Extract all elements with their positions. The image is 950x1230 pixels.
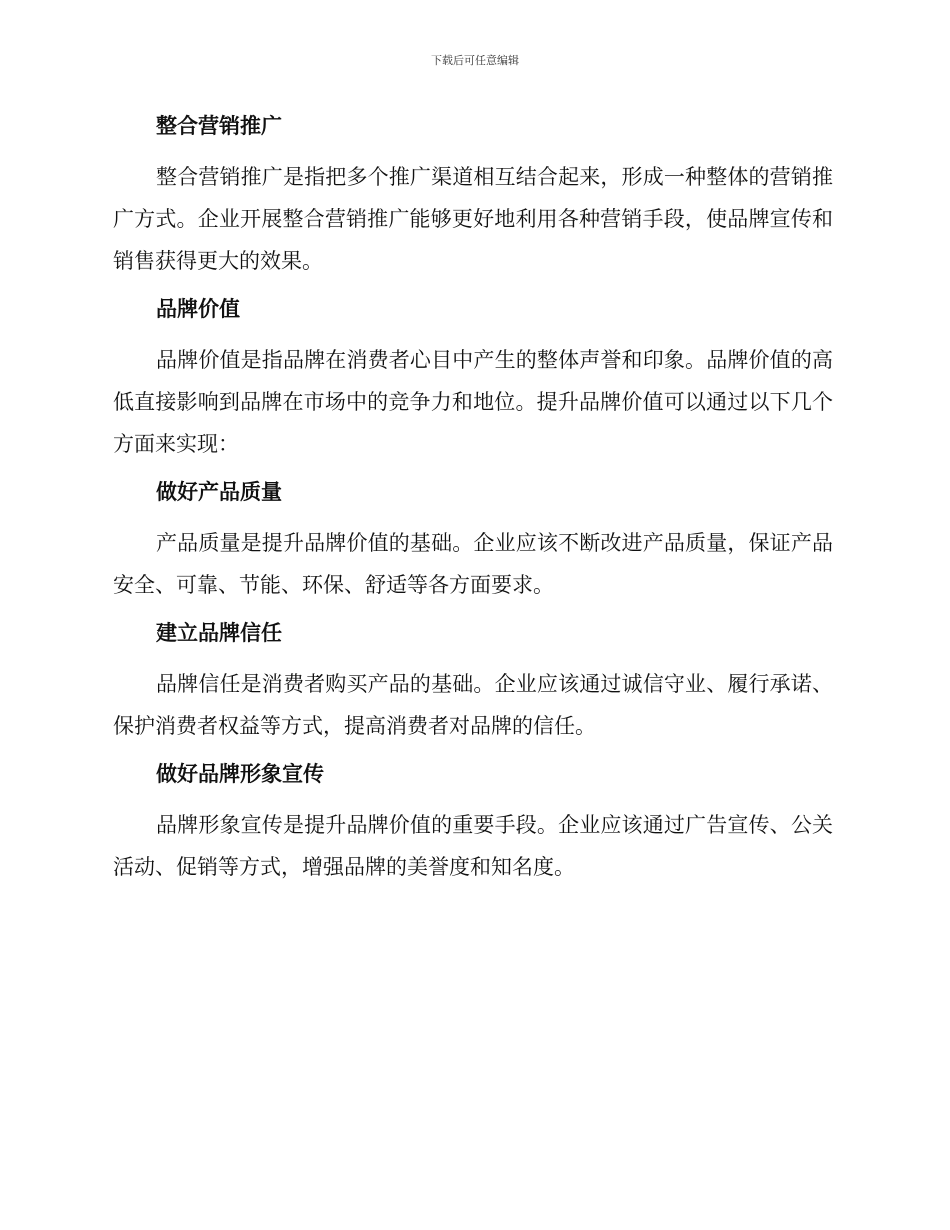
section-body-brand-image: 品牌形象宣传是提升品牌价值的重要手段。企业应该通过广告宣传、公关活动、促销等方式，增强品牌的美誉度和知名度。 xyxy=(113,813,833,879)
section-heading-integrated-marketing: 整合营销推广 xyxy=(156,114,282,138)
section-body-brand-value: 品牌价值是指品牌在消费者心目中产生的整体声誉和印象。品牌价值的高低直接影响到品牌在市场中的竞争力和地位。提升品牌价值可以通过以下几个方面来实现： xyxy=(113,348,833,456)
section-heading-brand-image: 做好品牌形象宣传 xyxy=(156,762,324,786)
section-heading-brand-value: 品牌价值 xyxy=(156,297,240,321)
section-heading-brand-trust: 建立品牌信任 xyxy=(156,621,282,645)
section-heading-product-quality: 做好产品质量 xyxy=(156,480,282,504)
section-body-product-quality: 产品质量是提升品牌价值的基础。企业应该不断改进产品质量，保证产品安全、可靠、节能、环保、舒适等各方面要求。 xyxy=(113,531,833,597)
section-body-brand-trust: 品牌信任是消费者购买产品的基础。企业应该通过诚信守业、履行承诺、保护消费者权益等方式，提高消费者对品牌的信任。 xyxy=(113,672,833,738)
document-content xyxy=(113,108,833,897)
section-body-integrated-marketing: 整合营销推广是指把多个推广渠道相互结合起来，形成一种整体的营销推广方式。企业开展整合营销推广能够更好地利用各种营销手段，使品牌宣传和销售获得更大的效果。 xyxy=(113,165,833,273)
page-header: 下载后可任意编辑 xyxy=(431,54,519,67)
